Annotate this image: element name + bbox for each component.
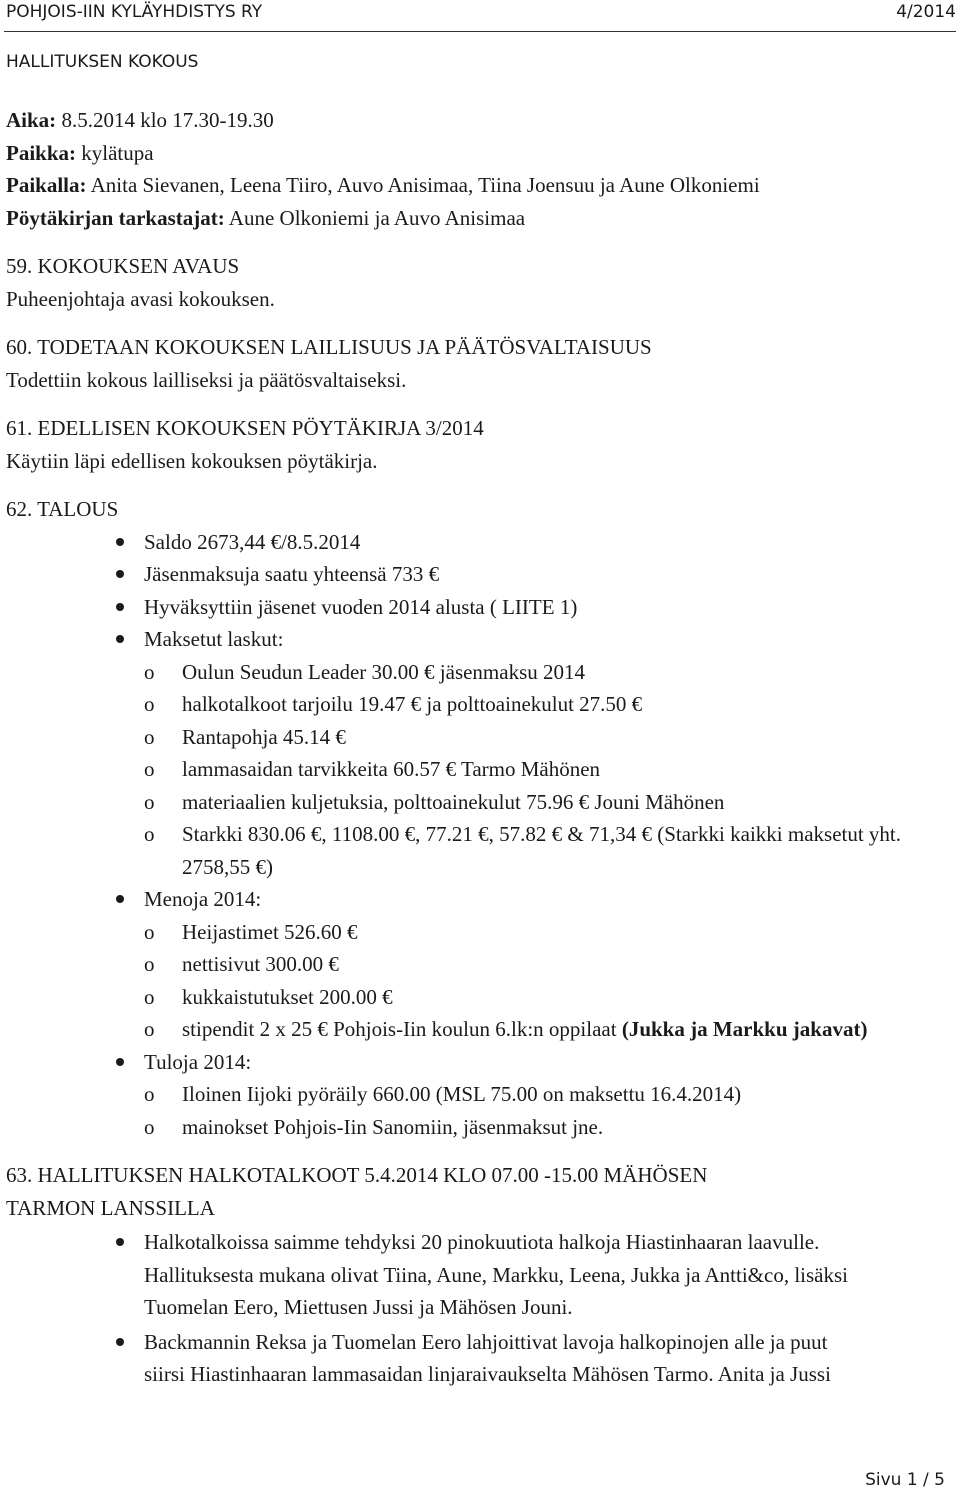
meeting-meta	[6, 104, 956, 234]
sub-item: o Iloinen Iijoki pyöräily 660.00 (MSL 75.00 on maksettu 16.4.2014)	[144, 1078, 956, 1111]
section-text: Puheenjohtaja avasi kokouksen.	[6, 286, 275, 311]
sub-item: o Oulun Seudun Leader 30.00 € jäsenmaksu 2014	[144, 656, 956, 689]
meta-attendees: Paikalla: Anita Sievanen, Leena Tiiro, Auvo Anisimaa, Tiina Joensuu ja Aune Olkoniemi	[6, 173, 760, 197]
income-list	[144, 1078, 956, 1143]
finance-list	[6, 526, 956, 1144]
sub-item: o Heijastimet 526.60 €	[144, 916, 956, 949]
sub-item: o kukkaistutukset 200.00 €	[144, 981, 956, 1014]
list-item: Saldo 2673,44 €/8.5.2014	[6, 526, 956, 559]
paid-invoices-list	[144, 656, 956, 884]
section-text: Käytiin läpi edellisen kokouksen pöytäkirja.	[6, 448, 378, 473]
list-item: Menoja 2014: o Heijastimet 526.60 € o nettisivut 300.00 € o kukkaistutukset 200.00 € o stipendit 2 x 25 € Pohjois-Iin koulun 6.lk:n oppilaat (Jukka ja Markku jakavat)	[6, 883, 956, 1046]
page-header	[6, 2, 956, 26]
header-divider	[4, 31, 956, 32]
section-title: TARMON LANSSILLA	[6, 1195, 215, 1220]
document-body	[6, 104, 956, 1391]
sub-item: o Rantapohja 45.14 €	[144, 721, 956, 754]
document-number: 4/2014	[896, 2, 956, 22]
list-item: Tuloja 2014: o Iloinen Iijoki pyöräily 660.00 (MSL 75.00 on maksettu 16.4.2014) o mainokset Pohjois-Iin Sanomiin, jäsenmaksut jne.	[6, 1046, 956, 1144]
meta-reviewers: Pöytäkirjan tarkastajat: Aune Olkoniemi ja Auvo Anisimaa	[6, 205, 526, 230]
section-title: 59. KOKOUKSEN AVAUS	[6, 254, 240, 278]
sub-item: o halkotalkoot tarjoilu 19.47 € ja polttoainekulut 27.50 €	[144, 688, 956, 721]
meta-place: Paikka: kylätupa	[6, 140, 154, 165]
organization-name: POHJOIS-IIN KYLÄYHDISTYS RY	[6, 2, 263, 22]
list-item: Hyväksyttiin jäsenet vuoden 2014 alusta ( LIITE 1)	[6, 591, 956, 624]
section-text: Todettiin kokous lailliseksi ja päätösvaltaiseksi.	[6, 367, 407, 392]
list-item: Jäsenmaksuja saatu yhteensä 733 €	[6, 558, 956, 591]
sub-item: o Starkki 830.06 €, 1108.00 €, 77.21 €, 57.82 € & 71,34 € (Starkki kaikki maksetut yht. 2758,55 €)	[144, 818, 956, 883]
sub-item: o materiaalien kuljetuksia, polttoainekulut 75.96 € Jouni Mähönen	[144, 786, 956, 819]
section-title: 63. HALLITUKSEN HALKOTALKOOT 5.4.2014 KLO 07.00 -15.00 MÄHÖSEN	[6, 1163, 708, 1187]
section-title: 61. EDELLISEN KOKOUKSEN PÖYTÄKIRJA 3/2014	[6, 416, 484, 440]
list-item: Maksetut laskut: o Oulun Seudun Leader 30.00 € jäsenmaksu 2014 o halkotalkoot tarjoilu 19.47 € ja polttoainekulut 27.50 € o Rantapohja 45.14 € o lammasaidan tarvikkeita 60.57 € Tarmo Mähönen o materiaalien kuljetuksia, polttoainekulut 75.96 € Jouni Mähönen o Starkki 830.06 €, 1108.00 €, 77.21 €, 57.82 € & 71,34 € (Starkki kaikki maksetut yht. 2758,55 €)	[6, 623, 956, 883]
meeting-title: HALLITUKSEN KOKOUS	[6, 52, 199, 72]
page-number: Sivu 1 / 5	[865, 1470, 945, 1490]
section-60	[6, 331, 956, 396]
work-party-list	[6, 1226, 956, 1391]
sub-item: o lammasaidan tarvikkeita 60.57 € Tarmo Mähönen	[144, 753, 956, 786]
meta-time: Aika: 8.5.2014 klo 17.30-19.30	[6, 108, 274, 132]
section-61	[6, 412, 956, 477]
list-item: Backmannin Reksa ja Tuomelan Eero lahjoittivat lavoja halkopinojen alle ja puut siirsi Hiastinhaaran lammasaidan linjaraivaukselta Mähösen Tarmo. Anita ja Jussi	[6, 1326, 956, 1391]
section-title: 62. TALOUS	[6, 497, 119, 521]
section-62	[6, 493, 956, 1143]
section-59	[6, 250, 956, 315]
sub-item: o nettisivut 300.00 €	[144, 948, 956, 981]
list-item: Halkotalkoissa saimme tehdyksi 20 pinokuutiota halkoja Hiastinhaaran laavulle. Hallituksesta mukana olivat Tiina, Aune, Markku, Leena, Jukka ja Antti&co, lisäksi Tuomelan Eero, Miettusen Jussi ja Mähösen Jouni.	[6, 1226, 956, 1324]
sub-item: o stipendit 2 x 25 € Pohjois-Iin koulun 6.lk:n oppilaat (Jukka ja Markku jakavat)	[144, 1013, 956, 1046]
section-63	[6, 1159, 956, 1391]
expenses-list	[144, 916, 956, 1046]
sub-item: o mainokset Pohjois-Iin Sanomiin, jäsenmaksut jne.	[144, 1111, 956, 1144]
section-title: 60. TODETAAN KOKOUKSEN LAILLISUUS JA PÄÄTÖSVALTAISUUS	[6, 335, 652, 359]
